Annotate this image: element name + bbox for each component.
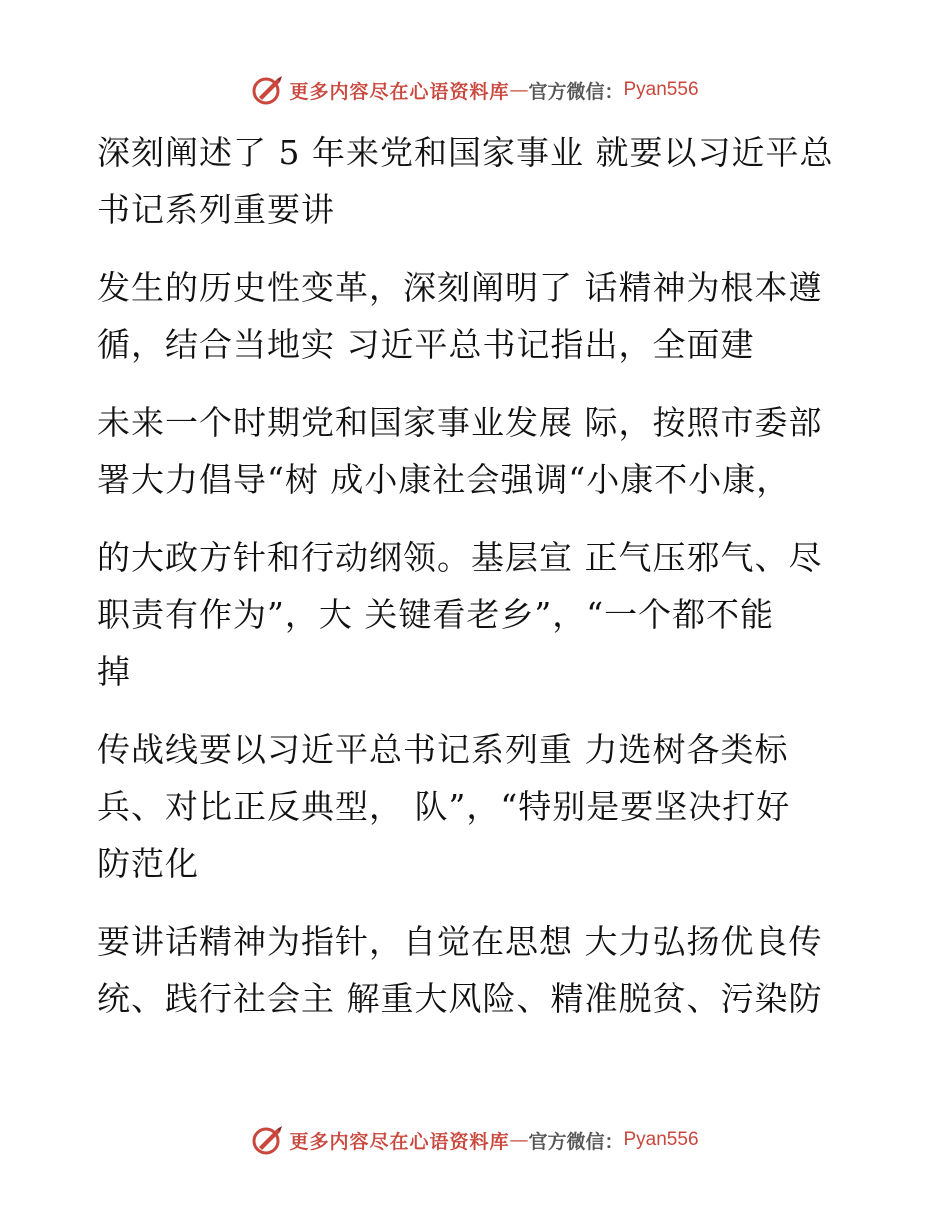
text-line: 要讲话精神为指针，自觉在思想 大力弘扬优良传 bbox=[97, 922, 823, 961]
header-banner bbox=[0, 70, 950, 110]
text-line: 未来一个时期党和国家事业发展 际，按照市委部 bbox=[97, 403, 823, 442]
quill-logo-icon bbox=[251, 73, 285, 107]
text-line: 传战线要以习近平总书记系列重 力选树各类标 bbox=[97, 730, 789, 769]
footer-banner bbox=[0, 1120, 950, 1160]
paragraph-2 bbox=[97, 259, 857, 373]
document-body bbox=[97, 124, 857, 1048]
paragraph-4 bbox=[97, 529, 857, 700]
banner-separator: — bbox=[509, 1129, 529, 1151]
text-line: 兵、对比正反典型， 队”，“特别是要坚决打好 bbox=[97, 787, 791, 826]
text-line: 掉 bbox=[97, 652, 131, 691]
text-line: 书记系列重要讲 bbox=[97, 190, 335, 229]
banner-separator: — bbox=[509, 79, 529, 101]
quill-logo-icon bbox=[251, 1123, 285, 1157]
paragraph-6 bbox=[97, 913, 857, 1027]
banner-official-label: 官方微信： bbox=[528, 80, 624, 103]
text-line: 防范化 bbox=[97, 844, 199, 883]
text-line: 发生的历史性变革，深刻阐明了 话精神为根本遵 bbox=[97, 268, 823, 307]
banner-official-label: 官方微信： bbox=[528, 1130, 624, 1153]
paragraph-1 bbox=[97, 124, 857, 238]
text-line: 署大力倡导“树 成小康社会强调“小康不小康， bbox=[97, 460, 791, 499]
banner-wechat-id: Pyan556 bbox=[623, 79, 699, 100]
text-line: 循，结合当地实 习近平总书记指出，全面建 bbox=[97, 325, 755, 364]
text-line: 职责有作为”，大 关键看老乡”，“一个都不能 bbox=[97, 595, 775, 634]
banner-main-text: 更多内容尽在心语资料库 bbox=[289, 1130, 510, 1153]
text-line: 深刻阐述了 5 年来党和国家事业 就要以习近平总 bbox=[97, 133, 834, 172]
paragraph-3 bbox=[97, 394, 857, 508]
banner-wechat-id: Pyan556 bbox=[623, 1129, 699, 1150]
banner-main-text: 更多内容尽在心语资料库 bbox=[289, 80, 510, 103]
text-line: 的大政方针和行动纲领。基层宣 正气压邪气、尽 bbox=[97, 538, 823, 577]
text-line: 统、践行社会主 解重大风险、精准脱贫、污染防 bbox=[97, 979, 823, 1018]
paragraph-5 bbox=[97, 721, 857, 892]
